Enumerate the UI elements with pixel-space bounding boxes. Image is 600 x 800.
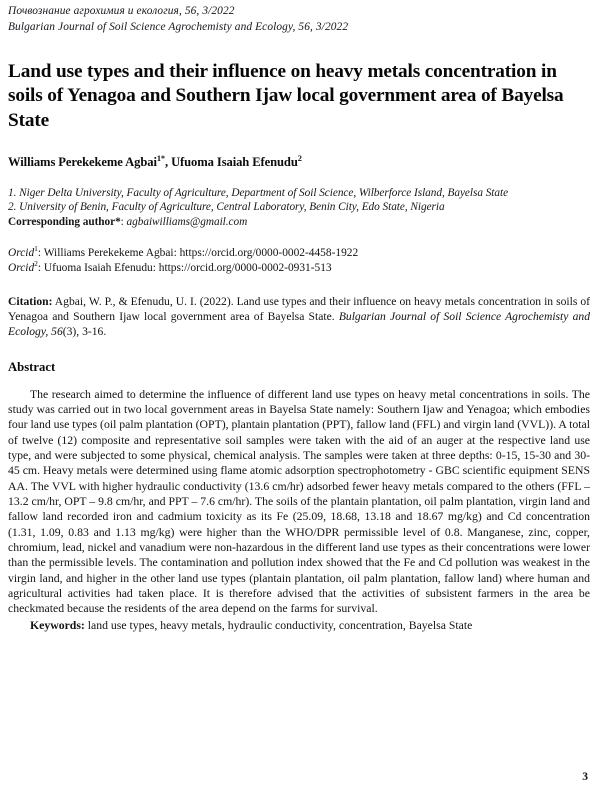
- author-list: [8, 154, 590, 170]
- author-two-superscript: 2: [297, 153, 302, 163]
- citation-journal: Bulgarian Journal of Soil Science Agrochemisty and Ecology, 56: [8, 310, 590, 339]
- orcid-value-2[interactable]: : Ufuoma Isaiah Efenudu: https://orcid.org/0000-0002-0931-513: [37, 262, 332, 275]
- orcid-superscript-2: 2: [34, 259, 38, 269]
- orcid-value-1[interactable]: : Williams Perekekeme Agbai: https://orcid.org/0000-0002-4458-1922: [37, 247, 359, 260]
- citation-text: Agbai, W. P., & Efenudu, U. I. (2022). Land use types and their influence on heavy metals concentration in soils of Yenagoa and Southern Ijaw local government area of Bayelsa State.: [8, 295, 590, 324]
- affiliation-2: 2. University of Benin, Faculty of Agriculture, Central Laboratory, Benin City, Edo State, Nigeria: [8, 201, 445, 214]
- orcid-superscript-1: 1: [34, 244, 38, 254]
- keywords-label: Keywords:: [30, 618, 85, 632]
- orcid-line-1: [8, 246, 590, 261]
- affiliations: [8, 186, 590, 229]
- page-number: 3: [582, 771, 588, 783]
- keywords-line: [8, 618, 590, 633]
- author-one-superscript: 1*: [156, 153, 165, 163]
- running-head-bulgarian: Почвознание агрохимия и екология, 56, 3/2022: [8, 5, 235, 17]
- corresponding-author-email[interactable]: agbaiwilliams@gmail.com: [126, 215, 248, 228]
- corresponding-author: [8, 215, 590, 230]
- citation-tail: (3), 3-16.: [62, 325, 107, 339]
- orcid-line-2: [8, 261, 590, 276]
- orcid-label-1: Orcid: [8, 247, 35, 260]
- page-content: [8, 4, 590, 633]
- abstract-heading: Abstract: [8, 359, 56, 374]
- affiliation-1: 1. Niger Delta University, Faculty of Agriculture, Department of Soil Science, Wilberforce Island, Bayelsa State: [8, 186, 509, 199]
- citation-label: Citation:: [8, 295, 53, 309]
- corresponding-colon: :: [120, 215, 127, 228]
- abstract-text: The research aimed to determine the influence of different land use types on heavy metal concentrations in soils. The study was carried out in two local government areas in Bayelsa State namely: Southern Ijaw and Yenagoa; which embodies four land use types (oil palm plantation (OPT), plantain plantation (PPT), fallow land (FFL) and virgin land (VVL)). A total of twelve (12) composite and representative soil samples were taken with the aid of an auger at the respective land use type, and were subjected to some physical, chemical analysis. The samples were taken at three depths: 0-15, 15-30 and 30-45 cm. Heavy metals were determined using flame atomic adsorption spectrophotometry - GBC scientific equipment SENS AA. The VVL with higher hydraulic conductivity (13.6 cm/hr) adsorbed fewer heavy metals compared to the others (FFL – 13.2 cm/hr, OPT – 9.8 cm/hr, and PPT – 7.6 cm/hr). The soils of the plantain plantation, oil palm plantation, virgin land and fallow land recorded iron and cadmium toxicity as its Fe (25.09, 18.68, 13.18 and 18.67 mg/kg) and Cd concentration (1.31, 1.09, 0.83 and 1.13 mg/kg) were higher than the WHO/DPR permissible level of 0.8. Manganese, zinc, copper, chromium, lead, nickel and vanadium were non-hazardous in the different land use types as their concentrations were lower than the permissible levels. The contamination and pollution index showed that the Fe and Cd pollution was weakest in the virgin land, and higher in the other land use types (plantain plantation, oil palm plantation, fallow land) where human and agricultural activities had taken place. It is therefore advised that the activities of subsistent farmers in the area be checkmated because the residents of the area depend on the farms for survival.: [8, 387, 590, 616]
- orcid-block: [8, 246, 590, 276]
- running-head-english: Bulgarian Journal of Soil Science Agrochemisty and Ecology, 56, 3/2022: [8, 20, 349, 33]
- running-head: [8, 4, 590, 35]
- keywords-text: land use types, heavy metals, hydraulic conductivity, concentration, Bayelsa State: [84, 618, 473, 632]
- corresponding-author-label: Corresponding author*: [8, 215, 121, 228]
- orcid-label-2: Orcid: [8, 262, 35, 275]
- author-two-name: , Ufuoma Isaiah Efenudu: [164, 154, 298, 169]
- author-one-name: Williams Perekekeme Agbai: [8, 154, 157, 169]
- citation-block: [8, 294, 590, 339]
- page-title: Land use types and their influence on heavy metals concentration in soils of Yenagoa and Southern Ijaw local government area of Bayelsa State: [8, 61, 564, 131]
